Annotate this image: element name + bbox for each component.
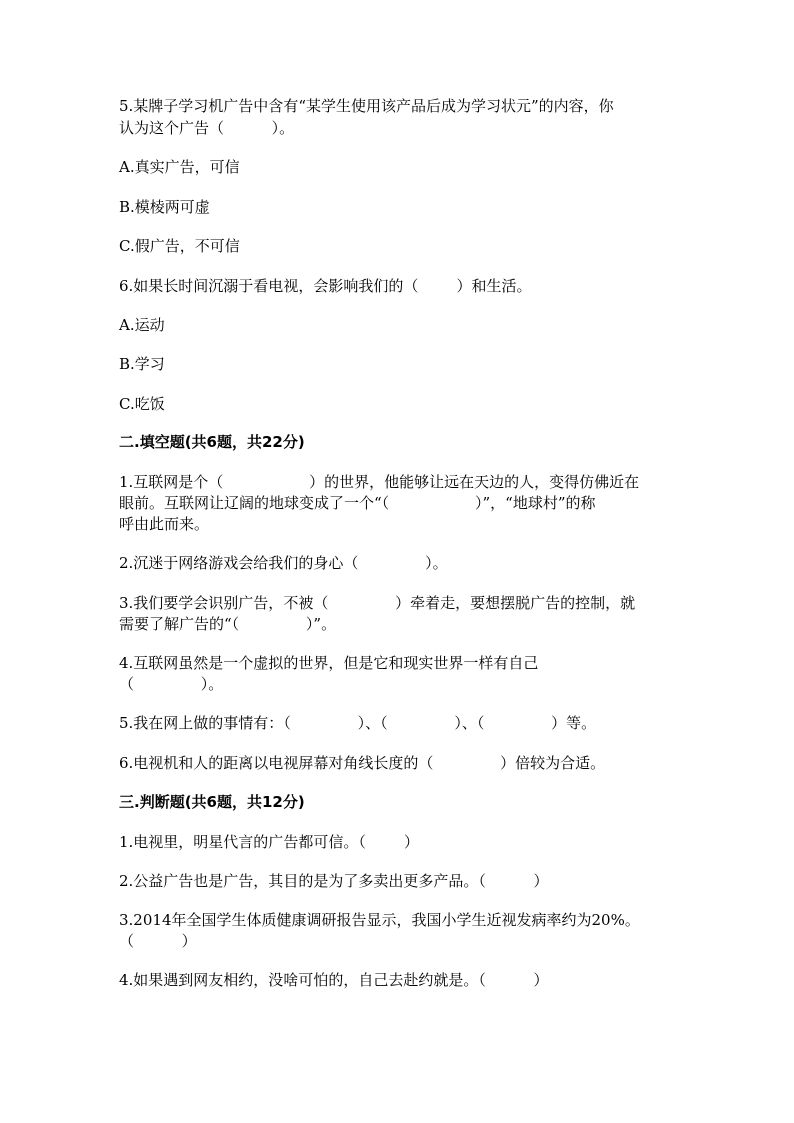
section-fill-heading: 二.填空题(共6题，共22分) xyxy=(119,433,305,451)
q5-line-2: 认为这个广告（ ）。 xyxy=(119,119,295,137)
q6-option-a: A.运动 xyxy=(119,316,165,334)
judge-q3-line-1: 3.2014年全国学生体质健康调研报告显示，我国小学生近视发病率约为20%。 xyxy=(119,911,640,929)
fill-q2-line-1: 2.沉迷于网络游戏会给我们的身心（ ）。 xyxy=(119,554,448,572)
q6-option-c: C.吃饭 xyxy=(119,395,165,413)
fill-q3-line-2: 需要了解广告的“（ ）”。 xyxy=(119,615,337,633)
q6-option-b: B.学习 xyxy=(119,355,165,373)
fill-q4-line-1: 4.互联网虽然是一个虚拟的世界，但是它和现实世界一样有自己 xyxy=(119,654,539,672)
judge-q4-line-1: 4.如果遇到网友相约，没啥可怕的，自己去赴约就是。（ ） xyxy=(119,971,549,989)
judge-q3-line-2: （ ） xyxy=(119,932,197,950)
fill-q3-line-1: 3.我们要学会识别广告，不被（ ）牵着走，要想摆脱广告的控制，就 xyxy=(119,594,636,612)
q5-line-1: 5.某牌子学习机广告中含有“某学生使用该产品后成为学习状元”的内容，你 xyxy=(119,97,614,115)
section-judge-heading: 三.判断题(共6题，共12分) xyxy=(119,793,305,811)
fill-q5-line-1: 5.我在网上做的事情有：（ ）、（ ）、（ ）等。 xyxy=(119,714,597,732)
fill-q1-line-3: 呼由此而来。 xyxy=(119,515,210,533)
fill-q6-line-1: 6.电视机和人的距离以电视屏幕对角线长度的（ ）倍较为合适。 xyxy=(119,754,606,772)
q5-option-a: A.真实广告，可信 xyxy=(119,158,240,176)
q5-option-b: B.模棱两可虚 xyxy=(119,198,210,216)
fill-q1-line-2: 眼前。互联网让辽阔的地球变成了一个“（ ）”，“地球村”的称 xyxy=(119,494,596,512)
fill-q1-line-1: 1.互联网是个（ ）的世界，他能够让远在天边的人，变得仿佛近在 xyxy=(119,473,640,491)
judge-q1-line-1: 1.电视里，明星代言的广告都可信。（ ） xyxy=(119,833,419,851)
fill-q4-line-2: （ ）。 xyxy=(119,675,224,693)
judge-q2-line-1: 2.公益广告也是广告，其目的是为了多卖出更多产品。（ ） xyxy=(119,872,549,890)
q6-line-1: 6.如果长时间沉溺于看电视，会影响我们的（ ）和生活。 xyxy=(119,277,532,295)
q5-option-c: C.假广告，不可信 xyxy=(119,237,240,255)
